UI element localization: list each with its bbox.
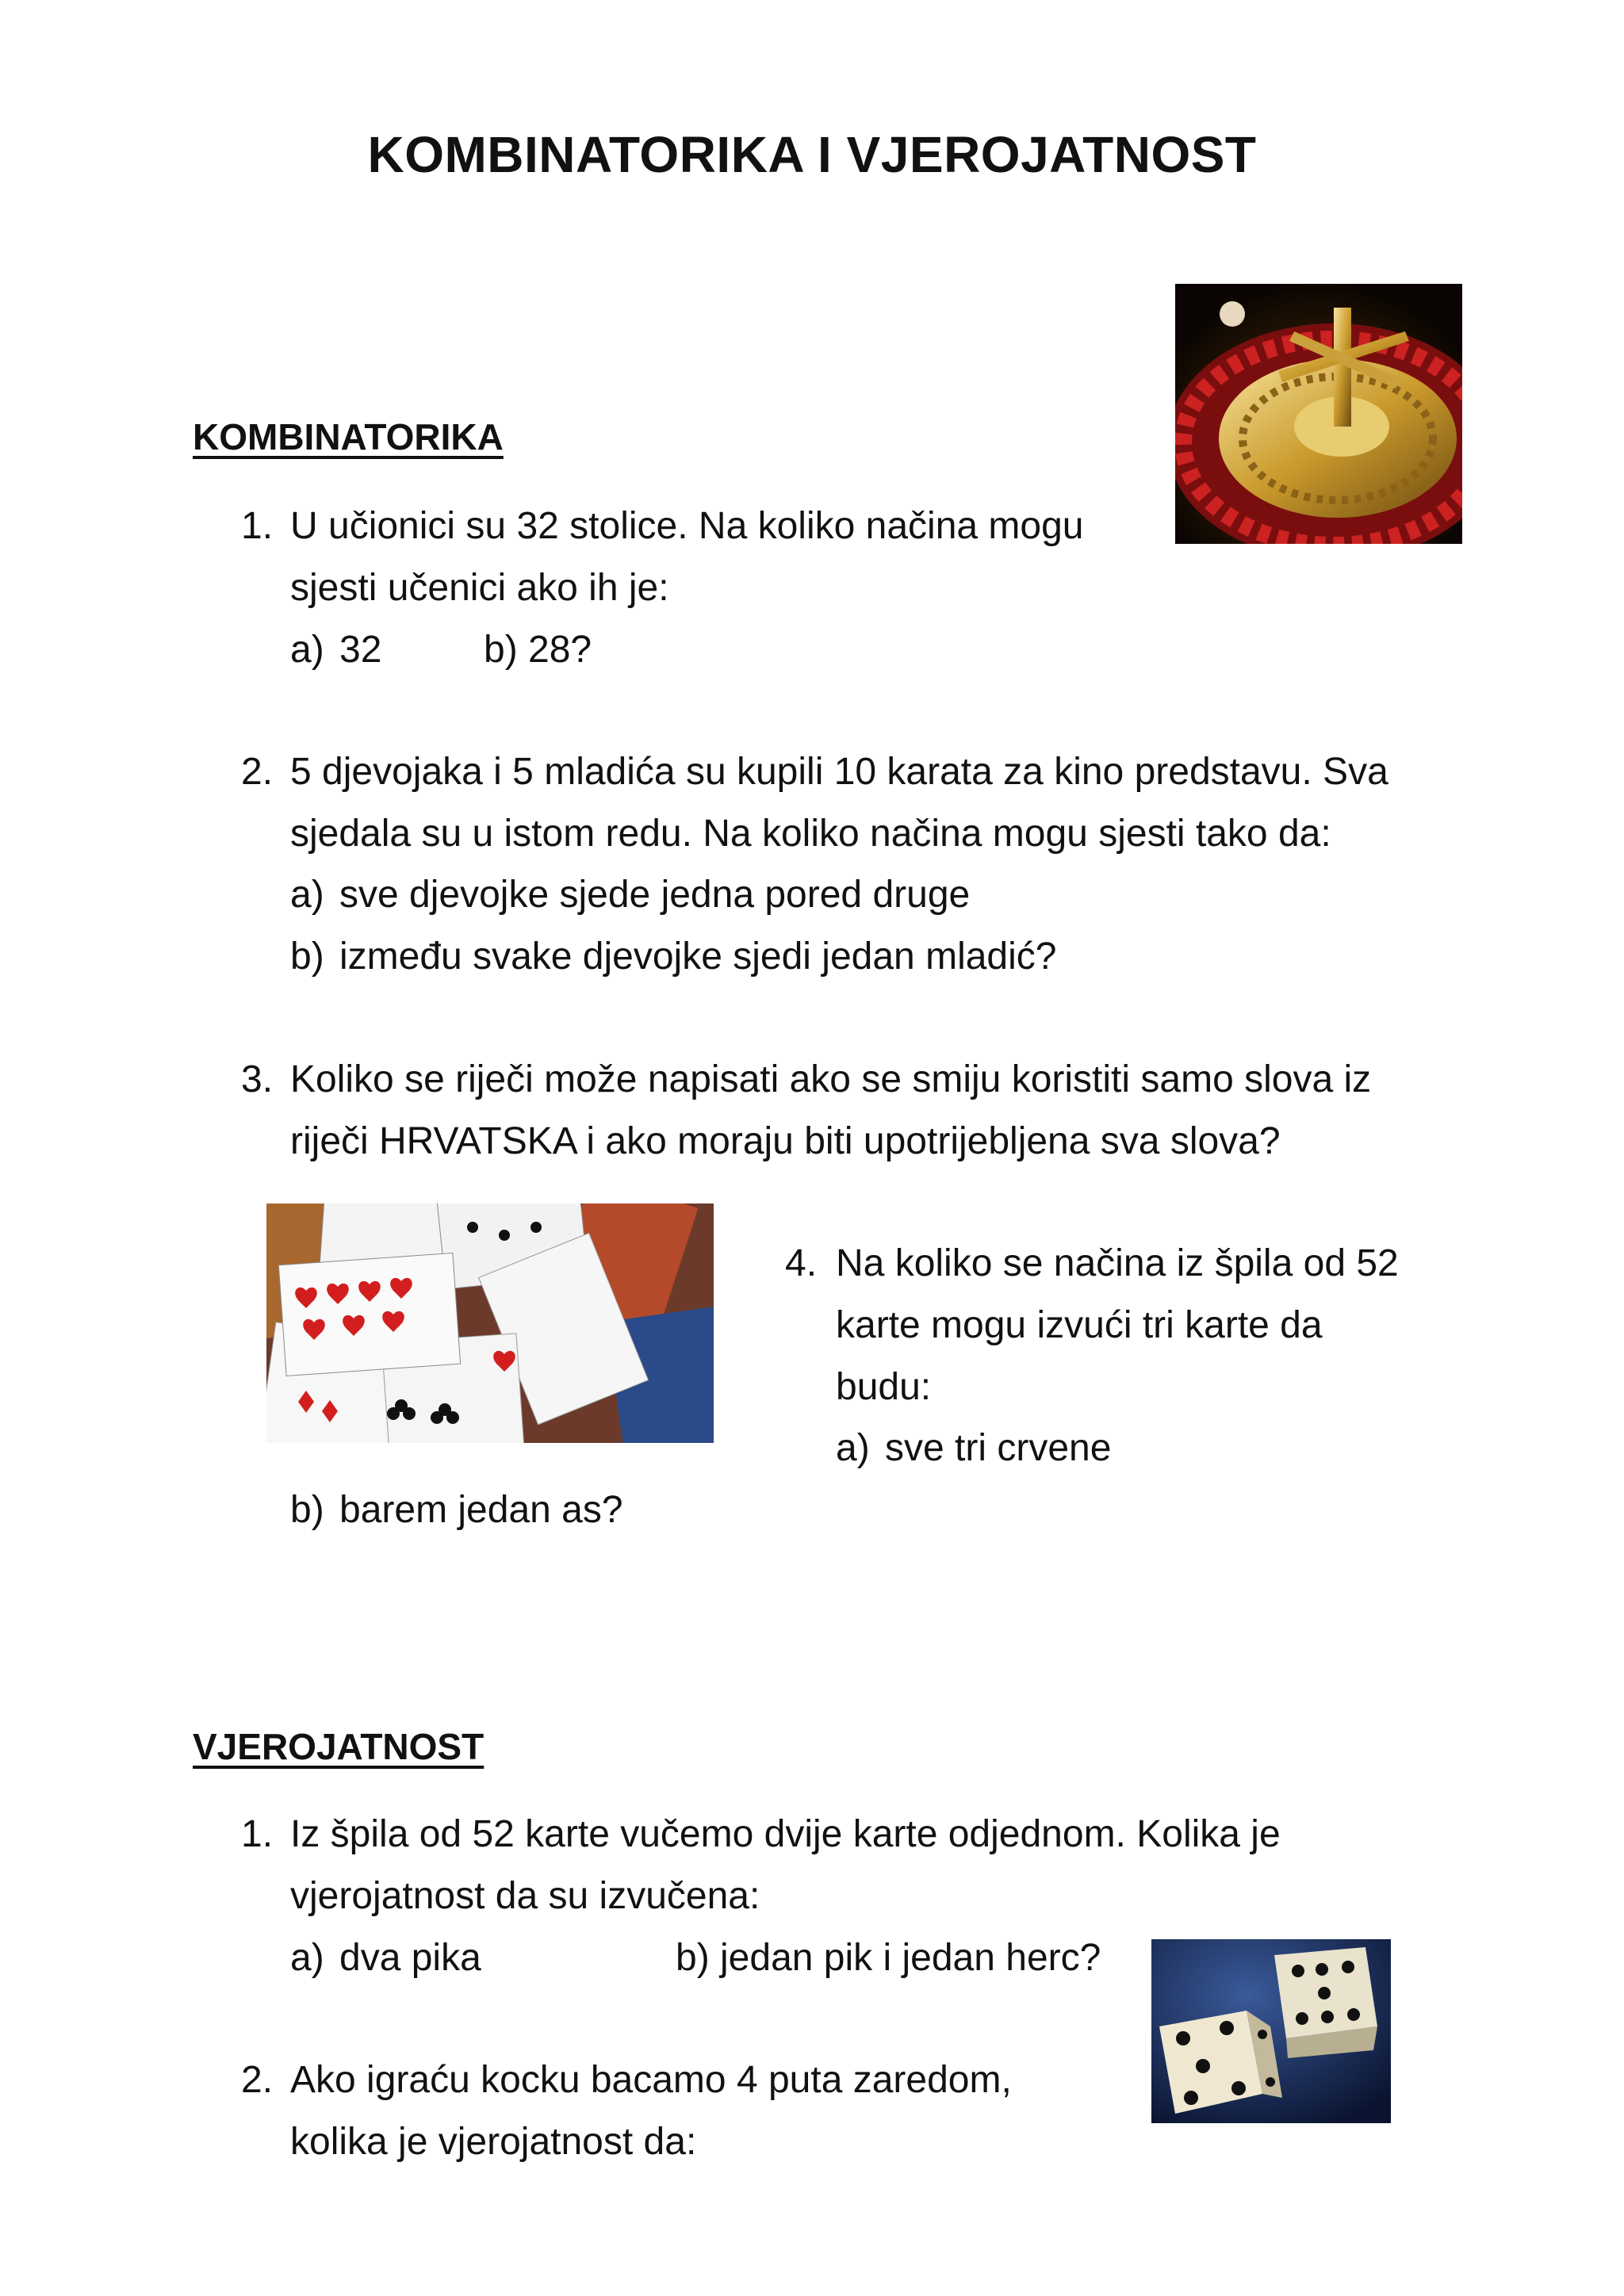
k-q3-line1: Koliko se riječi može napisati ako se smiju koristiti samo slova iz xyxy=(290,1058,1372,1100)
k-q2-a-label: a) xyxy=(290,874,324,916)
k-q2-line2: sjedala su u istom redu. Na koliko načina mogu sjesti tako da: xyxy=(290,813,1331,855)
k-q4-line2: karte mogu izvući tri karte da xyxy=(836,1304,1323,1346)
k-q1-a-text: 32 xyxy=(339,629,382,671)
v-q1-line1: Iz špila od 52 karte vučemo dvije karte odjednom. Kolika je xyxy=(290,1813,1281,1855)
k-q2-b-text: između svake djevojke sjedi jedan mladić? xyxy=(339,936,1057,978)
k-q4-a-label: a) xyxy=(836,1427,870,1469)
k-q1-line2: sjesti učenici ako ih je: xyxy=(290,567,669,609)
v-q1-a-label: a) xyxy=(290,1937,324,1979)
v-q2-line1: Ako igraću kocku bacamo 4 puta zaredom, xyxy=(290,2059,1012,2101)
v-q2-number: 2. xyxy=(241,2059,274,2101)
section-heading-vjerojatnost: VJEROJATNOST xyxy=(193,1726,485,1767)
k-q2-b-label: b) xyxy=(290,936,324,978)
v-q2-line2: kolika je vjerojatnost da: xyxy=(290,2121,697,2163)
k-q3-line2: riječi HRVATSKA i ako moraju biti upotrijebljena sva slova? xyxy=(290,1120,1281,1162)
section-heading-kombinatorika: KOMBINATORIKA xyxy=(193,416,504,457)
k-q2-line1: 5 djevojaka i 5 mladića su kupili 10 karata za kino predstavu. Sva xyxy=(290,751,1388,793)
v-q1-b-text: b) jedan pik i jedan herc? xyxy=(676,1937,1101,1979)
v-q1-number: 1. xyxy=(241,1813,274,1855)
k-q3-number: 3. xyxy=(241,1058,274,1100)
k-q1-number: 1. xyxy=(241,505,274,547)
dice-image xyxy=(1151,1939,1391,2123)
k-q4-a-text: sve tri crvene xyxy=(885,1427,1112,1469)
k-q1-a-label: a) xyxy=(290,629,324,671)
k-q4-b-label: b) xyxy=(290,1489,324,1531)
roulette-image xyxy=(1175,284,1462,544)
k-q1-b-text: b) 28? xyxy=(484,629,592,671)
v-q1-a-text: dva pika xyxy=(339,1937,481,1979)
playing-cards-image xyxy=(266,1203,714,1443)
k-q1-line1: U učionici su 32 stolice. Na koliko načina mogu xyxy=(290,505,1084,547)
k-q2-number: 2. xyxy=(241,751,274,793)
k-q4-line1: Na koliko se načina iz špila od 52 xyxy=(836,1242,1399,1284)
k-q4-line3: budu: xyxy=(836,1366,932,1408)
k-q2-a-text: sve djevojke sjede jedna pored druge xyxy=(339,874,971,916)
v-q1-line2: vjerojatnost da su izvučena: xyxy=(290,1875,760,1917)
k-q4-b-text: barem jedan as? xyxy=(339,1489,623,1531)
k-q4-number: 4. xyxy=(785,1242,818,1284)
page-title: KOMBINATORIKA I VJEROJATNOST xyxy=(367,126,1257,183)
